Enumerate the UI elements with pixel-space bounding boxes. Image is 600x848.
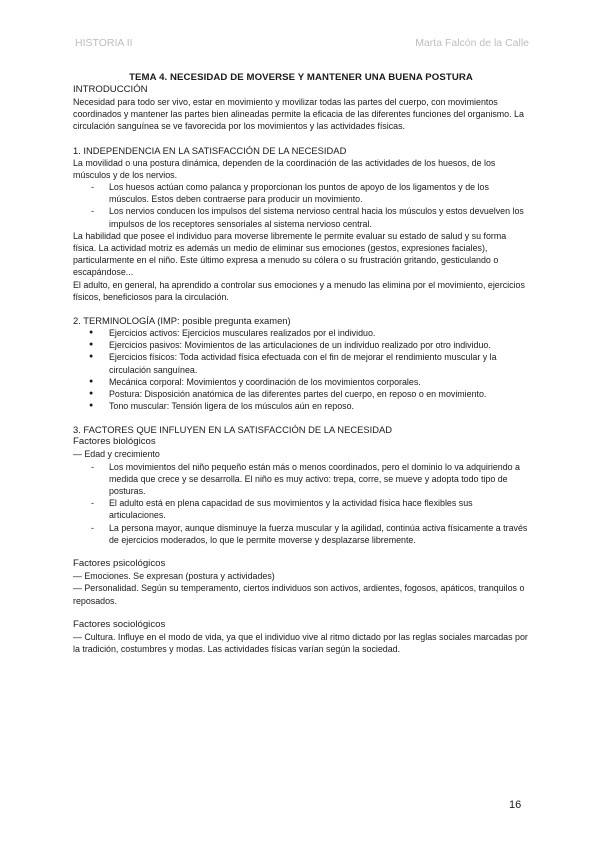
list-item: ● Tono muscular: Tensión ligera de los músculos aún en reposo. <box>73 400 529 412</box>
list-item: ● Ejercicios físicos: Toda actividad física efectuada con el fin de mejorar el rendimiento muscular y la circulación sanguínea. <box>73 351 529 375</box>
intro-heading: INTRODUCCIÓN <box>73 84 148 95</box>
psico-emotions-line: — Emociones. Se expresan (postura y actividades) <box>73 571 275 582</box>
section1-text: La movilidad o una postura dinámica, dependen de la coordinación de las actividades de los huesos, de los músculos y de los nervios. <box>73 157 496 180</box>
bio-factors-heading: Factores biológicos <box>73 436 156 448</box>
list-item: - Los huesos actúan como palanca y proporcionan los puntos de apoyo de los ligamentos y de los músculos. Estos deben contraerse para producir un movimiento. <box>73 181 529 205</box>
list-item: ● Postura: Disposición anatómica de las diferentes partes del cuerpo, en reposo o en movimiento. <box>73 388 529 400</box>
psico-factors-heading: Factores psicológicos <box>73 558 166 570</box>
list-item: - El adulto está en plena capacidad de sus movimientos y la actividad física hace flexibles sus articulaciones. <box>73 497 529 521</box>
terminology-list <box>73 327 529 412</box>
document-title: TEMA 4. NECESIDAD DE MOVERSE Y MANTENER UNA BUENA POSTURA <box>129 72 473 83</box>
list-item: - Los nervios conducen los impulsos del sistema nervioso central hacia los músculos y estos devuelven los impulsos de los receptores sensoriales al sistema nervioso central. <box>73 205 529 229</box>
section1-list <box>73 181 529 230</box>
section3-heading: 3. FACTORES QUE INFLUYEN EN LA SATISFACCIÓN DE LA NECESIDAD <box>73 424 393 436</box>
psico-personality-line: — Personalidad. Según su temperamento, ciertos individuos son activos, ardientes, fogosos, apáticos, tranquilos o reposados. <box>73 583 525 606</box>
list-item: ● Ejercicios pasivos: Movimientos de las articulaciones de un individuo realizado por otro individuo. <box>73 339 529 351</box>
section1-text2: La habilidad que posee el individuo para moverse libremente le permite evaluar su estado de salud y su forma física. La actividad motriz es además un medio de eliminar sus emociones (gestos, expresiones faciales), particularmente en el niño. Este último expresa a menudo su cólera o su frustración gritando, gesticulando o escapándose... <box>73 230 507 278</box>
bio-age-line: — Edad y crecimiento <box>73 449 160 460</box>
list-item: - Los movimientos del niño pequeño están más o menos coordinados, pero el dominio lo va adquiriendo a medida que crece y se desarrolla. El niño es muy activo: trepa, corre, se mueve y adopta todo tipo de posturas. <box>73 461 529 498</box>
list-item: ● Mecánica corporal: Movimientos y coordinación de los movimientos corporales. <box>73 376 529 388</box>
page-header <box>75 37 529 51</box>
header-subject: HISTORIA II <box>75 37 133 49</box>
document-body <box>73 72 529 655</box>
socio-factors-heading: Factores sociológicos <box>73 618 166 630</box>
list-item: - La persona mayor, aunque disminuye la fuerza muscular y la agilidad, continúa activa físicamente a través de ejercicios moderados, lo que le permite moverse y desplazarse libremente. <box>73 522 529 546</box>
section1-heading: 1. INDEPENDENCIA EN LA SATISFACCIÓN DE LA NECESIDAD <box>73 144 347 156</box>
header-author: Marta Falcón de la Calle <box>415 37 529 49</box>
socio-culture-line: — Cultura. Influye en el modo de vida, ya que el individuo vive al ritmo dictado por las reglas sociales marcadas por la tradición, costumbres y modas. Las actividades físicas varían según la sociedad. <box>73 631 528 654</box>
section1-text3: El adulto, en general, ha aprendido a controlar sus emociones y a menudo las elimina por el movimiento, ejercicios físicos, beneficiosos para la circulación. <box>73 279 525 302</box>
list-item: ● Ejercicios activos: Ejercicios musculares realizados por el individuo. <box>73 327 529 339</box>
page-number: 16 <box>509 799 522 811</box>
bio-factors-list <box>73 461 529 546</box>
intro-text: Necesidad para todo ser vivo, estar en movimiento y movilizar todas las partes del cuerpo, con movimientos coordinados y mantener las partes bien alineadas permite la eficacia de las diferentes funciones del organismo. La circulación sanguínea se ve favorecida por los movimientos y las actividades físicas. <box>73 97 524 132</box>
section2-heading: 2. TERMINOLOGÍA (IMP: posible pregunta examen) <box>73 315 291 327</box>
